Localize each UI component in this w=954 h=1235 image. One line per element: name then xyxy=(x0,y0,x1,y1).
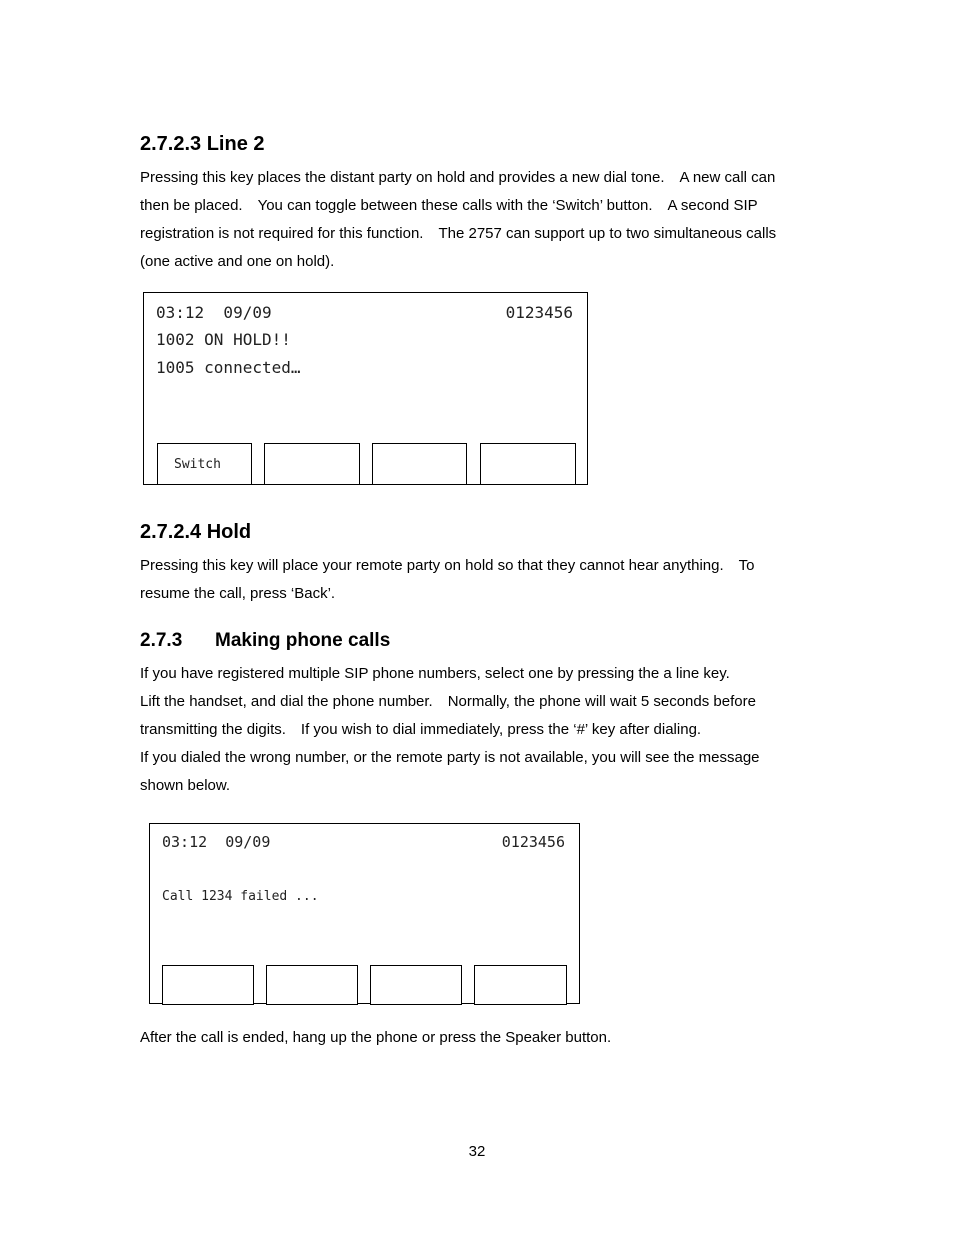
softkey-2[interactable] xyxy=(266,965,358,1005)
display-call-failed-message: Call 1234 failed ... xyxy=(162,889,319,904)
display-time-date: 03:12 09/09 xyxy=(156,303,272,322)
paragraph-line: Lift the handset, and dial the phone number. Normally, the phone will wait 5 seconds before xyxy=(140,693,756,710)
display-line-connected-status: 1005 connected… xyxy=(156,358,301,377)
phone-display-call-failed xyxy=(149,823,580,1004)
paragraph-line: resume the call, press ‘Back’. xyxy=(140,585,336,602)
display-time-date: 03:12 09/09 xyxy=(162,833,271,851)
closing-paragraph xyxy=(140,1024,820,1052)
display-phone-number: 0123456 xyxy=(501,833,565,851)
paragraph-line: then be placed. You can toggle between these calls with the ‘Switch’ button. A second SIP xyxy=(140,197,758,214)
paragraph-line: (one active and one on hold). xyxy=(140,253,335,270)
section-number-making-calls: 2.7.3 xyxy=(140,630,183,651)
making-calls-paragraph xyxy=(140,660,820,800)
line2-paragraph xyxy=(140,164,820,276)
hold-paragraph xyxy=(140,552,820,608)
softkey-label: Switch xyxy=(174,457,221,472)
paragraph-line: shown below. xyxy=(140,777,231,794)
softkey-2[interactable] xyxy=(264,443,360,485)
section-heading-hold: 2.7.2.4 Hold xyxy=(140,521,252,543)
paragraph-line: If you dialed the wrong number, or the remote party is not available, you will see the message xyxy=(140,749,760,766)
softkey-4[interactable] xyxy=(480,443,576,485)
softkey-switch[interactable] xyxy=(157,443,252,485)
display-phone-number: 0123456 xyxy=(505,303,573,322)
paragraph-line: Pressing this key will place your remote party on hold so that they cannot hear anything. To xyxy=(140,557,755,574)
phone-display-hold xyxy=(143,292,588,485)
softkey-3[interactable] xyxy=(370,965,462,1005)
display-line-hold-status: 1002 ON HOLD!! xyxy=(156,330,291,349)
page-number: 32 xyxy=(468,1143,486,1160)
softkey-3[interactable] xyxy=(372,443,467,485)
paragraph-line: After the call is ended, hang up the phone or press the Speaker button. xyxy=(140,1029,612,1046)
softkey-1[interactable] xyxy=(162,965,254,1005)
paragraph-line: registration is not required for this function. The 2757 can support up to two simultaneous calls xyxy=(140,225,777,242)
section-heading-line2: 2.7.2.3 Line 2 xyxy=(140,133,265,155)
paragraph-line: Pressing this key places the distant party on hold and provides a new dial tone. A new call can xyxy=(140,169,776,186)
softkey-4[interactable] xyxy=(474,965,567,1005)
paragraph-line: If you have registered multiple SIP phone numbers, select one by pressing the a line key. xyxy=(140,665,730,682)
paragraph-line: transmitting the digits. If you wish to dial immediately, press the ‘#’ key after dialing. xyxy=(140,721,702,738)
section-title-making-calls: Making phone calls xyxy=(215,630,391,651)
